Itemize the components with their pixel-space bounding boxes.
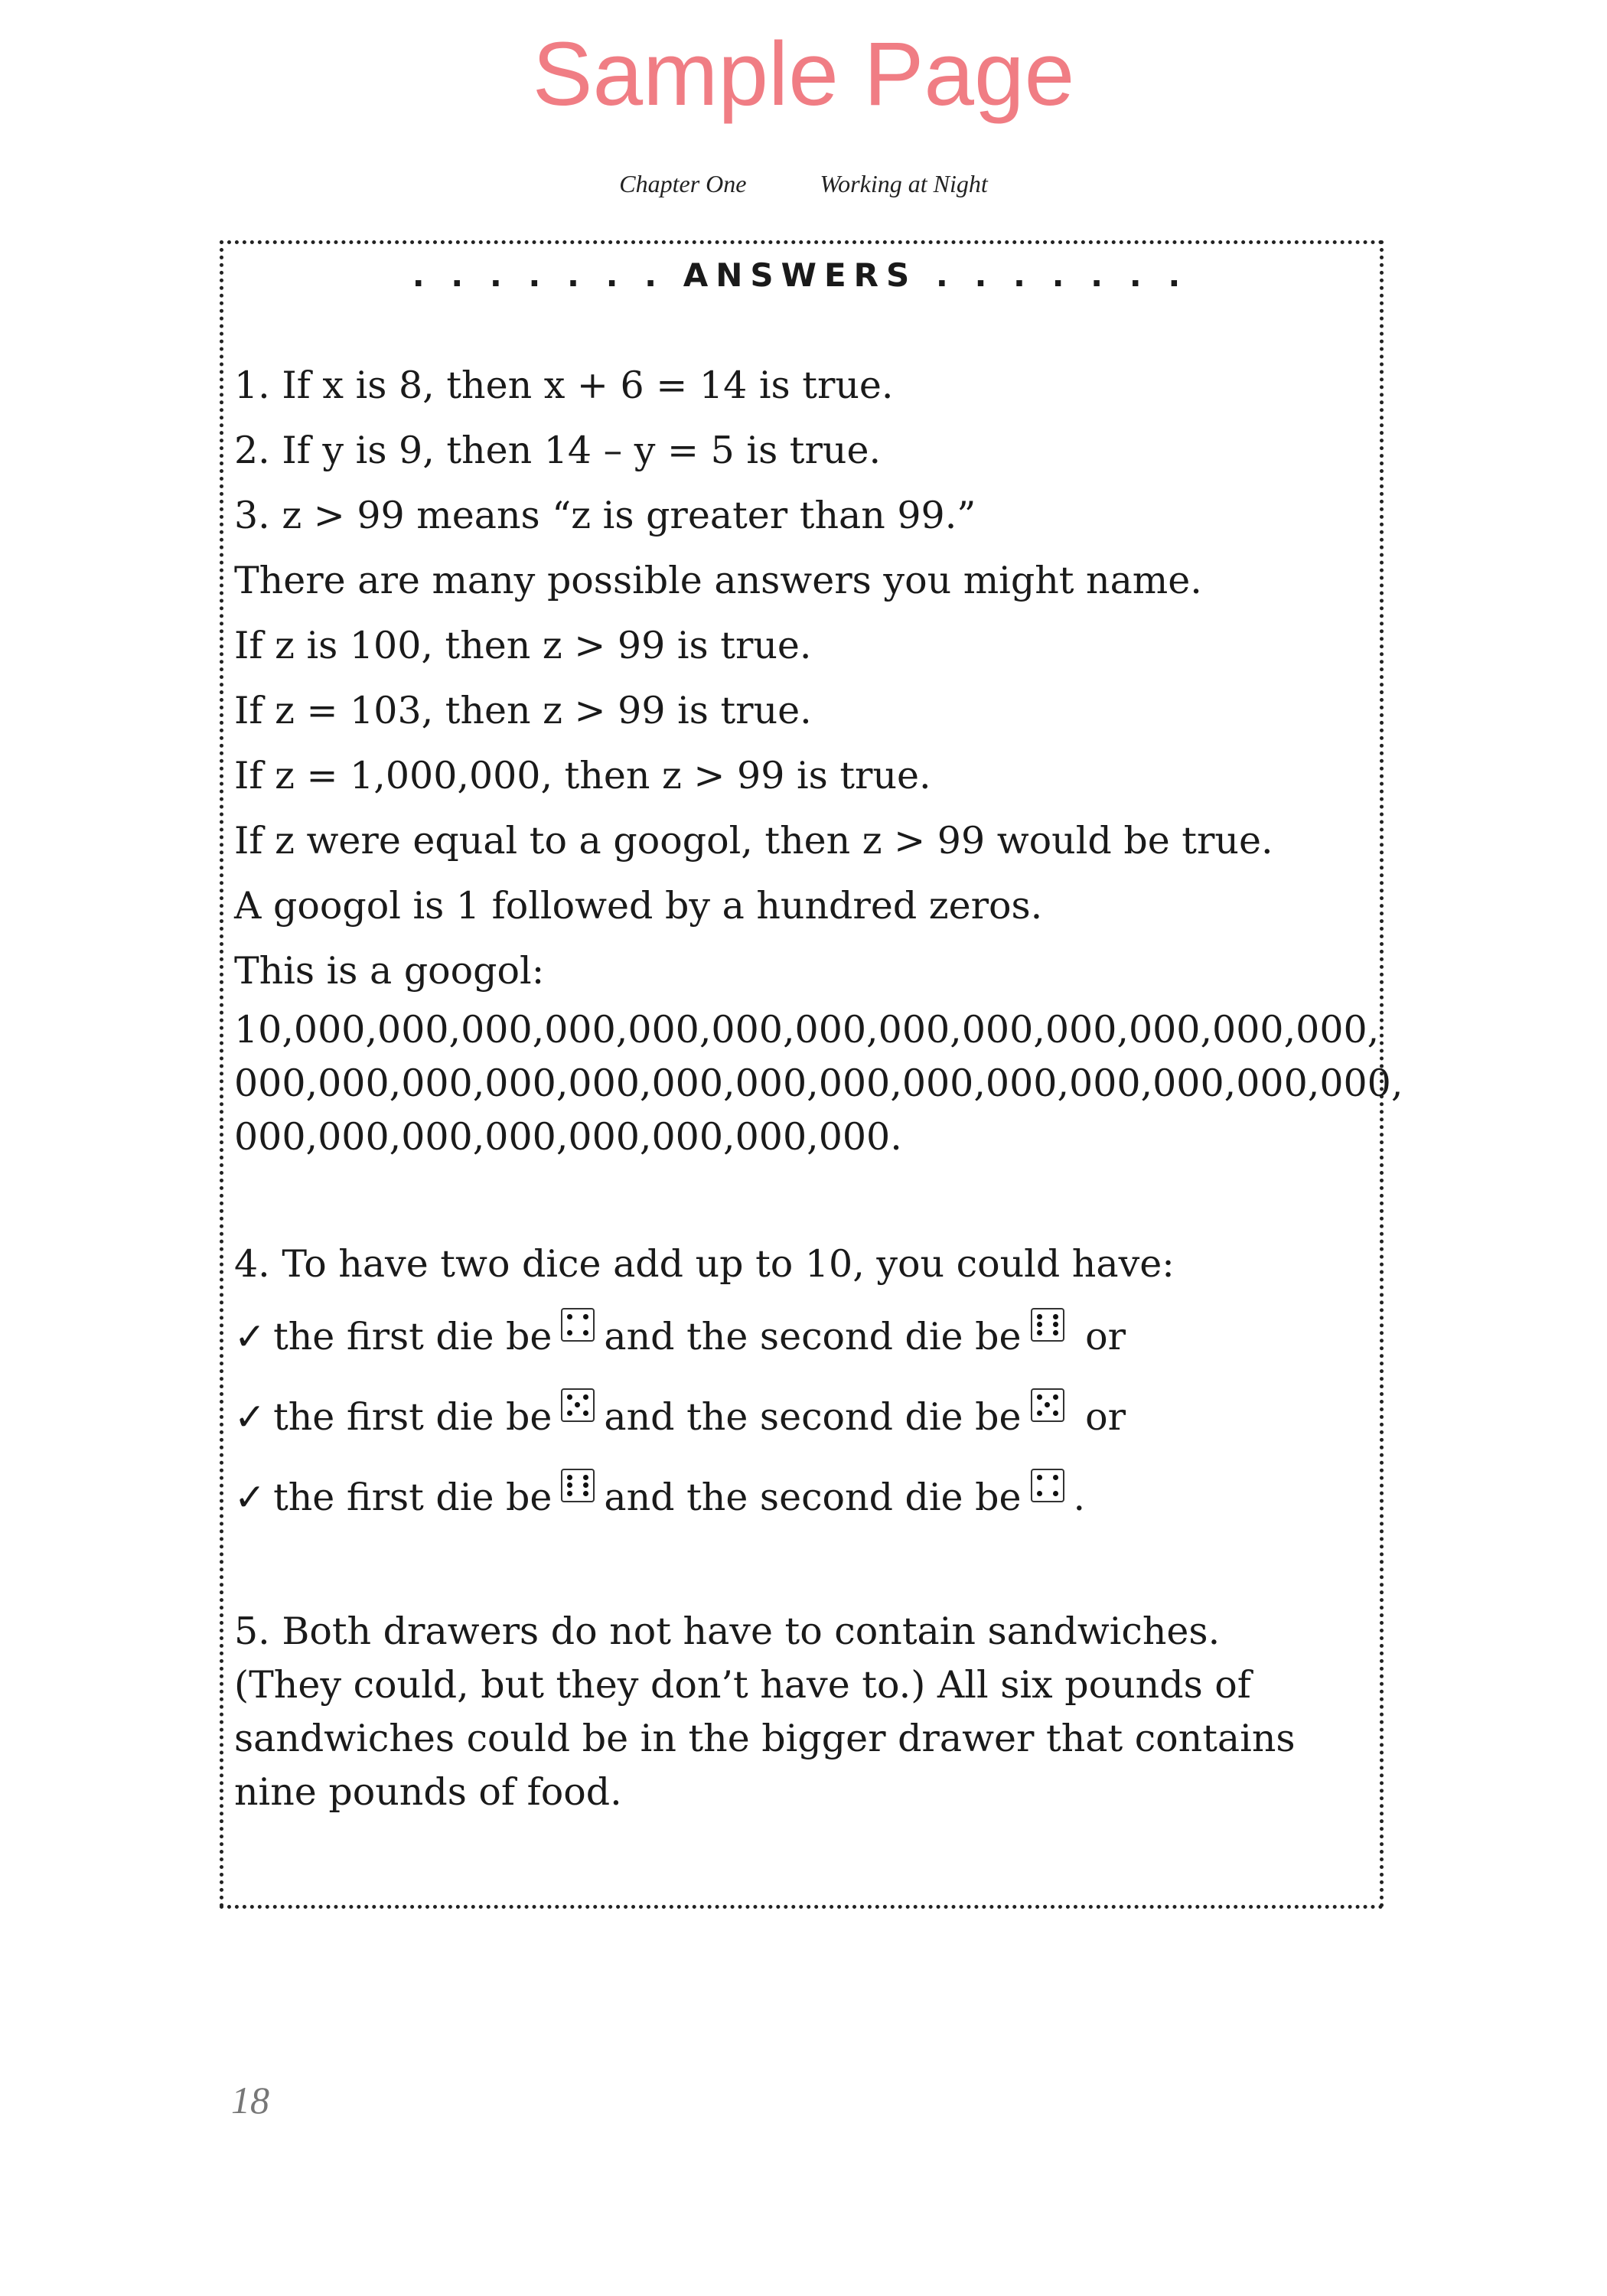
die-four-icon xyxy=(561,1308,595,1342)
die-five-icon xyxy=(561,1388,595,1422)
second-die-text: and the second die be xyxy=(604,1476,1022,1520)
answer-line: There are many possible answers you might name. xyxy=(234,559,1202,603)
answer-line: 2. If y is 9, then 14 – y = 5 is true. xyxy=(234,429,882,473)
q5-line: nine pounds of food. xyxy=(234,1770,622,1815)
answers-heading: . . . . . . . ANSWERS . . . . . . . xyxy=(412,256,1188,294)
answer-line: 1. If x is 8, then x + 6 = 14 is true. xyxy=(234,364,894,408)
chapter-label: Chapter One xyxy=(619,170,747,197)
dice-option-row xyxy=(234,1457,1366,1538)
chapter-title: Working at Night xyxy=(820,170,988,197)
q5-line: sandwiches could be in the bigger drawer that contains xyxy=(234,1717,1296,1761)
question-5 xyxy=(234,1605,1366,1819)
q5-line: (They could, but they don’t have to.) All six pounds of xyxy=(234,1663,1251,1707)
first-die-text: the first die be xyxy=(273,1315,553,1359)
die-four-icon xyxy=(1031,1469,1064,1502)
dice-option-row xyxy=(234,1377,1366,1457)
second-die-text: and the second die be xyxy=(604,1395,1022,1440)
answer-line: A googol is 1 followed by a hundred zeros. xyxy=(234,884,1043,928)
checkmark-icon: ✓ xyxy=(234,1395,266,1440)
answer-line: 3. z > 99 means “z is greater than 99.” xyxy=(234,494,976,538)
sample-page-watermark: Sample Page xyxy=(532,24,1075,125)
option-ending: or xyxy=(1073,1315,1126,1359)
q5-line: 5. Both drawers do not have to contain sandwiches. xyxy=(234,1609,1221,1654)
die-six-icon xyxy=(1031,1308,1064,1342)
googol-line: 000,000,000,000,000,000,000,000,000,000,000,000,000,000, xyxy=(234,1062,1403,1106)
second-die-text: and the second die be xyxy=(604,1315,1022,1359)
first-die-text: the first die be xyxy=(273,1476,553,1520)
googol-number xyxy=(234,1003,1403,1164)
answers-content xyxy=(234,353,1403,1819)
checkmark-icon: ✓ xyxy=(234,1315,266,1359)
running-head xyxy=(0,170,1607,198)
first-die-text: the first die be xyxy=(273,1395,553,1440)
die-five-icon xyxy=(1031,1388,1064,1422)
answer-line: If z = 1,000,000, then z > 99 is true. xyxy=(234,754,931,798)
dice-option-row xyxy=(234,1296,1366,1377)
answer-line: This is a googol: xyxy=(234,949,545,993)
answer-line: If z is 100, then z > 99 is true. xyxy=(234,624,812,668)
googol-line: 10,000,000,000,000,000,000,000,000,000,000,000,000,000, xyxy=(234,1008,1380,1052)
googol-line: 000,000,000,000,000,000,000,000. xyxy=(234,1115,902,1159)
checkmark-icon: ✓ xyxy=(234,1476,266,1520)
die-six-icon xyxy=(561,1469,595,1502)
answer-line: If z were equal to a googol, then z > 99 would be true. xyxy=(234,819,1273,863)
option-ending: or xyxy=(1073,1395,1126,1440)
question-4-line: 4. To have two dice add up to 10, you could have: xyxy=(234,1242,1175,1287)
answer-line: If z = 103, then z > 99 is true. xyxy=(234,689,812,733)
answers-box xyxy=(220,240,1403,1909)
option-ending: . xyxy=(1073,1476,1086,1520)
page-number: 18 xyxy=(231,2079,269,2122)
